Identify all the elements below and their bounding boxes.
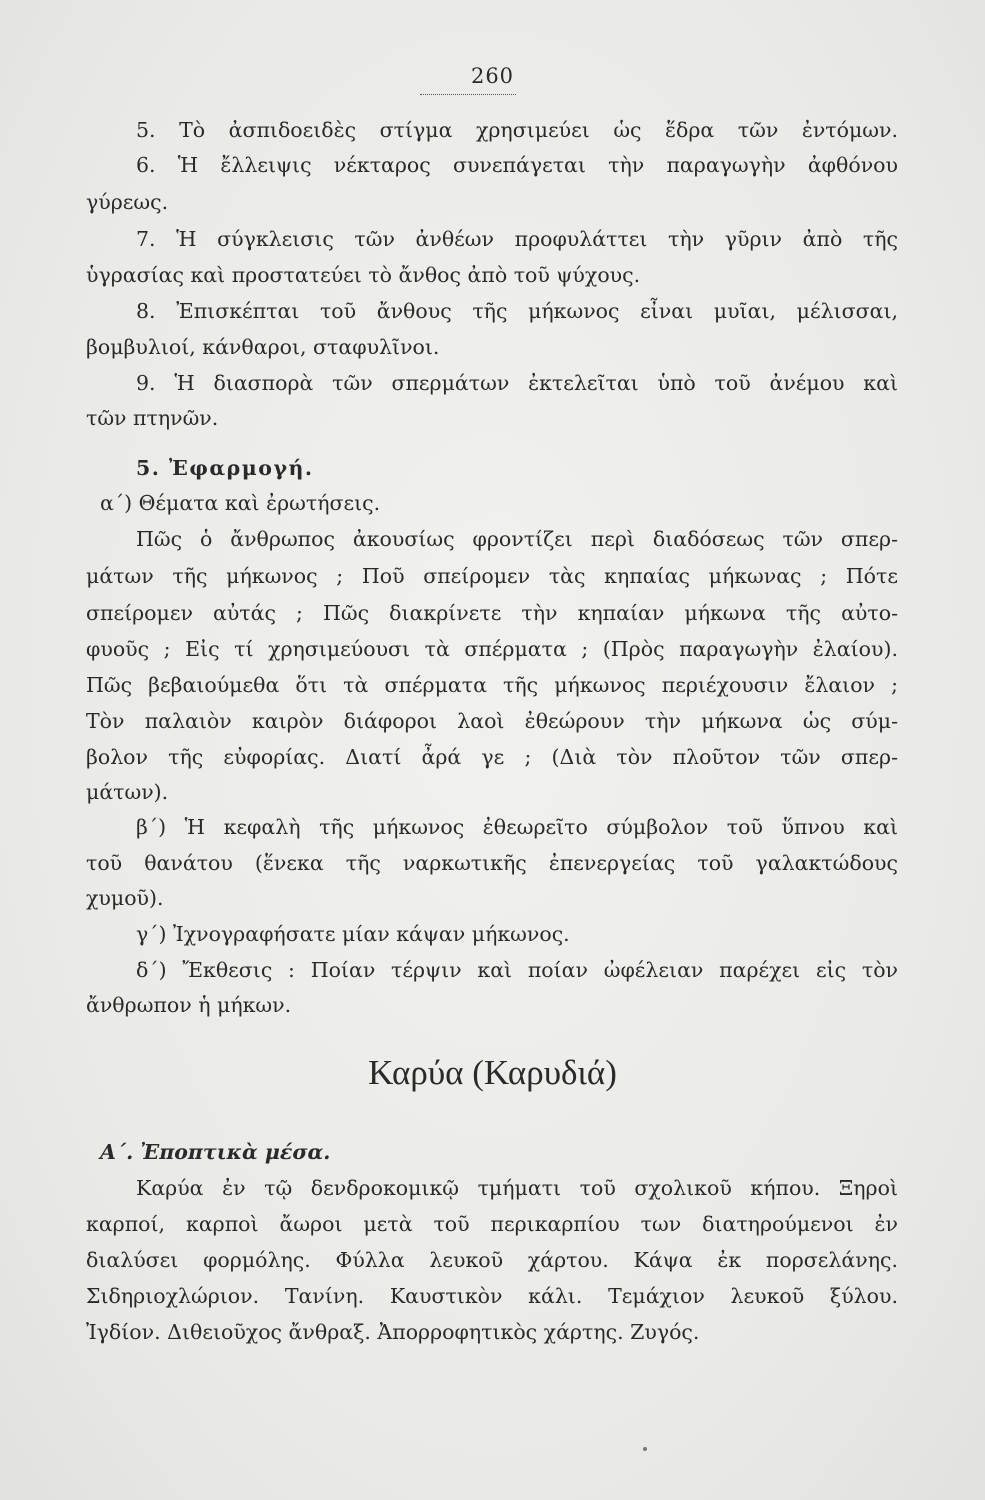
- text-line: Σιδηριοχλώριον. Τανίνη. Καυστικὸν κάλι. Τεμάχιον λευκοῦ ξύλου.: [86, 1284, 898, 1308]
- text-line: 5. Τὸ ἀσπιδοειδὲς στίγμα χρησιμεύει ὡς ἕδρα τῶν ἐντόμων.: [136, 118, 898, 142]
- text-line: 6. Ἡ ἔλλειψις νέκταρος συνεπάγεται τὴν παραγωγὴν ἀφθόνου: [136, 153, 898, 177]
- text-line: γύρεως.: [86, 190, 169, 214]
- page-number-rule: [420, 94, 516, 95]
- text-line: φυοῦς ; Εἰς τί χρησιμεύουσι τὰ σπέρματα ; (Πρὸς παραγωγὴν ἐλαίου).: [86, 637, 898, 661]
- text-line: ἄνθρωπον ἡ μήκων.: [86, 993, 292, 1017]
- text-line: τοῦ θανάτου (ἕνεκα τῆς ναρκωτικῆς ἐπενεργείας τοῦ γαλακτώδους: [86, 851, 898, 875]
- print-speck: [643, 1447, 647, 1451]
- page-number: 260: [470, 64, 515, 88]
- text-line: 9. Ἡ διασπορὰ τῶν σπερμάτων ἐκτελεῖται ὑπὸ τοῦ ἀνέμου καὶ: [136, 371, 898, 395]
- section-heading: 5. Ἐφαρμογή.: [136, 456, 314, 480]
- text-line: ὑγρασίας καὶ προστατεύει τὸ ἄνθος ἀπὸ τοῦ ψύχους.: [86, 263, 641, 287]
- text-line: δ´) Ἔκθεσις : Ποίαν τέρψιν καὶ ποίαν ὠφέλειαν παρέχει εἰς τὸν: [136, 958, 898, 982]
- section-title: Καρύα (Καρυδιά): [368, 1053, 617, 1092]
- text-line: 8. Ἐπισκέπται τοῦ ἄνθους τῆς μήκωνος εἶναι μυῖαι, μέλισσαι,: [136, 299, 898, 323]
- subsection-label: α´) Θέματα καὶ ἐρωτήσεις.: [100, 491, 381, 515]
- text-line: Καρύα ἐν τῷ δενδροκομικῷ τμήματι τοῦ σχολικοῦ κήπου. Ξηροὶ: [136, 1176, 898, 1200]
- text-line: βομβυλιοί, κάνθαροι, σταφυλῖνοι.: [86, 335, 440, 359]
- text-line: τῶν πτηνῶν.: [86, 406, 219, 430]
- text-line: διαλύσει φορμόλης. Φύλλα λευκοῦ χάρτου. Κάψα ἐκ πορσελάνης.: [86, 1248, 898, 1272]
- text-line: χυμοῦ).: [86, 886, 164, 910]
- text-line: β´) Ἡ κεφαλὴ τῆς μήκωνος ἐθεωρεῖτο σύμβολον τοῦ ὕπνου καὶ: [136, 815, 898, 839]
- text-line: Τὸν παλαιὸν καιρὸν διάφοροι λαοὶ ἐθεώρουν τὴν μήκωνα ὡς σύμ-: [86, 709, 898, 733]
- text-line: μάτων τῆς μήκωνος ; Ποῦ σπείρομεν τὰς κηπαίας μήκωνας ; Πότε: [86, 564, 898, 588]
- text-line: Πῶς βεβαιούμεθα ὅτι τὰ σπέρματα τῆς μήκωνος περιέχουσιν ἔλαιον ;: [86, 673, 898, 697]
- text-line: γ´) Ἰχνογραφήσατε μίαν κάψαν μήκωνος.: [136, 922, 570, 946]
- text-line: Ἰγδίον. Διθειοῦχος ἄνθραξ. Ἀπορροφητικὸς χάρτης. Ζυγός.: [86, 1320, 700, 1344]
- text-line: 7. Ἡ σύγκλεισις τῶν ἀνθέων προφυλάττει τὴν γῦριν ἀπὸ τῆς: [136, 227, 898, 251]
- text-line: καρποί, καρποὶ ἄωροι μετὰ τοῦ περικαρπίου των διατηρούμενοι ἐν: [86, 1212, 898, 1236]
- text-line: Πῶς ὁ ἄνθρωπος ἀκουσίως φροντίζει περὶ διαδόσεως τῶν σπερ-: [136, 527, 898, 551]
- text-line: μάτων).: [86, 780, 169, 804]
- text-line: βολον τῆς εὐφορίας. Διατί ἆρά γε ; (Διὰ τὸν πλοῦτον τῶν σπερ-: [86, 745, 898, 769]
- subheading: Α´. Ἐποπτικὰ μέσα.: [100, 1140, 331, 1164]
- text-line: σπείρομεν αὐτάς ; Πῶς διακρίνετε τὴν κηπαίαν μήκωνα τῆς αὐτο-: [86, 601, 898, 625]
